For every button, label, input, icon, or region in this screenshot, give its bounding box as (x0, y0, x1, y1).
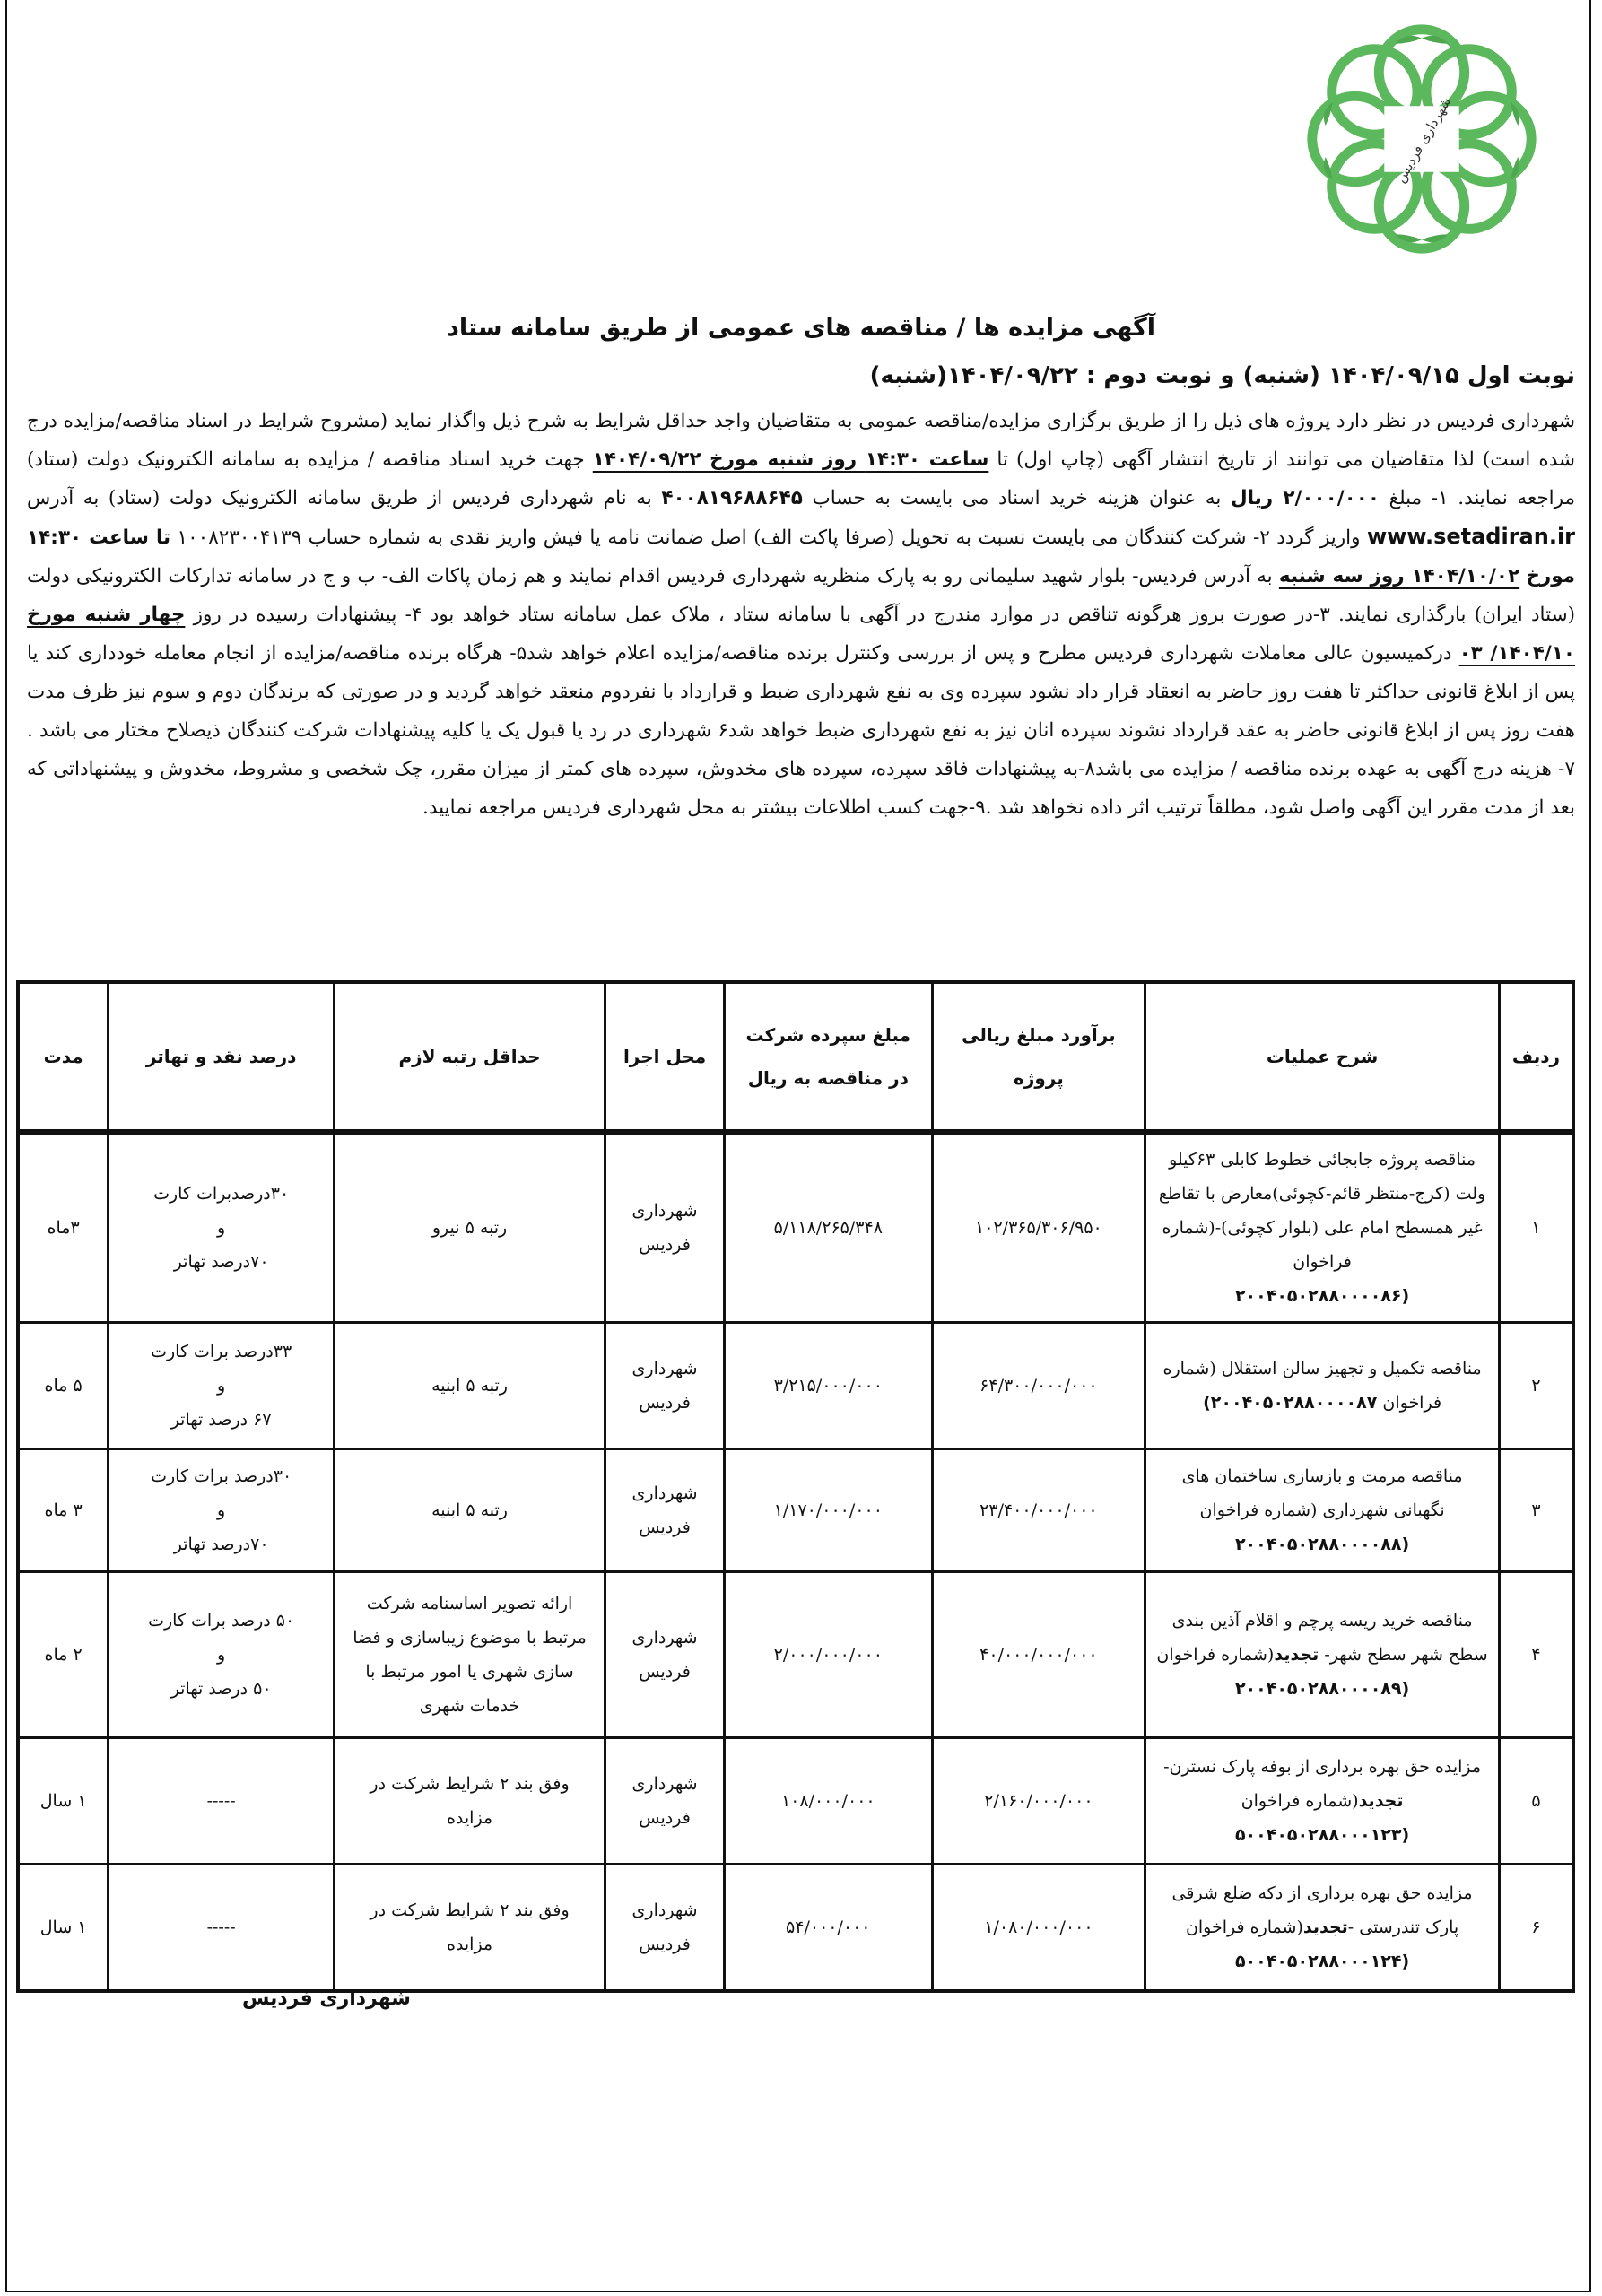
call-number: (۲۰۰۴۰۵۰۲۸۸۰۰۰۰۸۹ (1234, 1679, 1410, 1699)
cell-deposit: ۳/۲۱۵/۰۰۰/۰۰۰ (724, 1323, 932, 1449)
cell-payment (109, 1449, 335, 1572)
cell-duration: ۱ سال (18, 1865, 109, 1992)
description-text: مزایده حق بهره برداری از دکه ضلع شرقی پارک تندرستی - (1171, 1883, 1473, 1937)
description-text: مناقصه مرمت و بازسازی ساختمان های نگهبانی شهرداری (شماره فراخوان (1181, 1466, 1463, 1520)
description-tail: (شماره فراخوان (1156, 1645, 1275, 1665)
cell-row-number: ۳ (1499, 1449, 1573, 1572)
municipality-logo-icon (1288, 9, 1555, 269)
cell-description (1145, 1449, 1500, 1572)
description-text: مناقصه پروژه جابجائی خطوط کابلی ۶۳کیلو ولت (کرج-منتظر قائم-کچوئی)معارض با تقاطع غیر همسطح امام علی (بلوار کچوئی)-(شماره فراخوان (1158, 1150, 1486, 1272)
cell-deposit: ۱/۱۷۰/۰۰۰/۰۰۰ (724, 1449, 932, 1572)
cell-duration: ۲ ماه (18, 1572, 109, 1738)
cell-grade: رتبه ۵ نیرو (335, 1132, 605, 1323)
payment-line-2: ۷۰درصد تهاتر (173, 1252, 269, 1272)
cell-estimate: ۱۰۲/۳۶۵/۳۰۶/۹۵۰ (932, 1132, 1145, 1323)
body-p4: به نام شهرداری فردیس از طریق سامانه الکترونیک دولت (ستاد) به آدرس (27, 487, 652, 509)
payment-and: و (217, 1500, 226, 1520)
payment-line-1: ۳۰درصدبرات کارت (153, 1184, 290, 1204)
header-payment: درصد نقد و تهاتر (109, 982, 335, 1132)
table-row (18, 1449, 1573, 1572)
payment-line-2: ۵۰ درصد تهاتر (170, 1679, 272, 1699)
document-purchase-deadline: ساعت ۱۴:۳۰ روز شنبه مورخ ۱۴۰۴/۰۹/۲۲ (592, 448, 989, 471)
payment-line-1: ----- (206, 1791, 236, 1811)
description-text: مناقصه تکمیل و تجهیز سالن استقلال (شماره فراخوان (1162, 1359, 1482, 1413)
cell-grade: وفق بند ۲ شرایط شرکت در مزایده (335, 1865, 605, 1992)
setad-website-link[interactable]: www.setadiran.ir (1366, 524, 1575, 549)
body-p6: به آدرس فردیس- بلوار شهید سلیمانی رو به پارک منظریه شهرداری فردیس اقدام نمایند و هم زمان پاکات الف- ب و ج در سامانه تدارکات الکترونیکی دولت (ستاد ایران) بارگذاری نمایند. ۳-در صورت بروز هرگونه تناقص در موارد مندرج در آگهی با سامانه ستاد ، ملاک عمل سامانه ستاد خواهد بود ۴- پیشنهادات رسیده در روز (27, 565, 1575, 626)
cell-duration: ۳ ماه (18, 1449, 109, 1572)
header-grade: حداقل رتبه لازم (335, 982, 605, 1132)
payment-line-1: ----- (206, 1918, 236, 1937)
payment-line-2: ۷۰درصد تهاتر (173, 1535, 269, 1554)
header-duration: مدت (18, 982, 109, 1132)
cell-description (1145, 1572, 1500, 1738)
body-p7: درکمیسیون عالی معاملات شهرداری فردیس مطرح و پس از بررسی وکنترل برنده مناقصه/مزایده اعلام خواهد شد۵- هرگاه برنده مناقصه/مزایده از انجام معامله خودداری کند یا پس از ابلاغ قانونی حداکثر تا هفت روز حاضر به انعقاد قرار داد نشود سپرده وی به نفع شهرداری ضبط و قرارداد با نفردوم منعقد خواهد گردید و در صورتی که برندگان دوم و سوم نیز ظرف مدت هفت روز پس از ابلاغ قانونی حاضر به عقد قرارداد نشوند سپرده انان نیز به نفع شهرداری ضبط خواهد شد۶ شهرداری در رد یا قبول یک یا کلیه پیشنهادات شرکت کنندگان ذیصلاح مختار می باشد . ۷- هزینه درج آگهی به عهده برنده مناقصه / مزایده می باشد۸-به پیشنهادات فاقد سپرده، سپرده های مخدوش، سپرده های کمتر از میزان مقرر، چک شخصی و مشروط، مخدوش و پیشنهاداتی که بعد از مدت مقرر این آگهی واصل شود، مطلقاً ترتیب اثر داده نخواهد شد .۹-جهت کسب اطلاعات بیشتر به محل شهرداری فردیس مراجعه نمایید. (27, 642, 1575, 819)
payment-and: و (217, 1376, 226, 1396)
cell-description (1145, 1323, 1500, 1449)
cell-duration: ۵ ماه (18, 1323, 109, 1449)
call-number: (۲۰۰۴۰۵۰۲۸۸۰۰۰۰۸۶ (1234, 1286, 1410, 1306)
cell-location: شهرداری فردیس (605, 1449, 725, 1572)
table-row (18, 1738, 1573, 1865)
cell-row-number: ۶ (1499, 1865, 1573, 1992)
cell-payment (109, 1738, 335, 1865)
cell-row-number: ۲ (1499, 1323, 1573, 1449)
renewal-label: تجدید (1302, 1918, 1348, 1937)
cell-payment (109, 1572, 335, 1738)
cell-description (1145, 1738, 1500, 1865)
cell-location: شهرداری فردیس (605, 1738, 725, 1865)
page-title: آگهی مزایده ها / مناقصه های عمومی از طریق سامانه ستاد (446, 314, 1156, 342)
logo-caption: شهرداری فردیس (1392, 94, 1455, 186)
cell-estimate: ۴۰/۰۰۰/۰۰۰/۰۰۰ (932, 1572, 1145, 1738)
payment-line-2: ۶۷ درصد تهاتر (170, 1410, 272, 1430)
cell-duration: ۱ سال (18, 1738, 109, 1865)
body-p5: واریز گردد ۲- شرکت کنندگان می بایست نسبت به تحویل (صرفا پاکت الف) اصل ضمانت نامه یا فیش واریز نقدی به شماره حساب ۱۰۰۸۲۳۰۰۴۱۳۹ (177, 526, 1361, 549)
table-row (18, 1323, 1573, 1449)
publication-dates: نوبت اول ۱۴۰۴/۰۹/۱۵ (شنبه) و نوبت دوم : ۱۴۰۴/۰۹/۲۲(شنبه) (869, 362, 1575, 389)
header-location: محل اجرا (605, 982, 725, 1132)
cell-deposit: ۵/۱۱۸/۲۶۵/۳۴۸ (724, 1132, 932, 1323)
call-number: (۵۰۰۴۰۵۰۲۸۸۰۰۰۱۲۴ (1234, 1952, 1410, 1971)
table-row (18, 1865, 1573, 1992)
cell-description (1145, 1132, 1500, 1323)
header-estimate: برآورد مبلغ ریالی پروژه (932, 982, 1145, 1132)
cell-estimate: ۲۳/۴۰۰/۰۰۰/۰۰۰ (932, 1449, 1145, 1572)
table-header-row (18, 982, 1573, 1132)
cell-payment (109, 1132, 335, 1323)
cell-description (1145, 1865, 1500, 1992)
description-tail: (شماره فراخوان (1241, 1791, 1359, 1811)
cell-row-number: ۱ (1499, 1132, 1573, 1323)
payment-line-1: ۳۰درصد برات کارت (151, 1466, 292, 1486)
cell-deposit: ۱۰۸/۰۰۰/۰۰۰ (724, 1738, 932, 1865)
call-number: ۲۰۰۴۰۵۰۲۸۸۰۰۰۰۸۷) (1203, 1393, 1378, 1413)
call-number: (۲۰۰۴۰۵۰۲۸۸۰۰۰۰۸۸ (1234, 1535, 1410, 1554)
cell-location: شهرداری فردیس (605, 1132, 725, 1323)
cell-payment (109, 1865, 335, 1992)
header-row-number: ردیف (1499, 982, 1573, 1132)
description-text: مناقصه خرید ریسه پرچم و اقلام آذین بندی سطح شهر سطح شهر- (1171, 1611, 1488, 1665)
header-description: شرح عملیات (1145, 982, 1500, 1132)
cell-location: شهرداری فردیس (605, 1865, 725, 1992)
cell-row-number: ۵ (1499, 1738, 1573, 1865)
table-row (18, 1572, 1573, 1738)
fee-account-number: ۴۰۰۸۱۹۶۸۸۶۴۵ (661, 487, 803, 509)
cell-payment (109, 1323, 335, 1449)
description-tail: (شماره فراخوان (1185, 1918, 1303, 1937)
signature: شهرداری فردیس (242, 1987, 411, 2010)
renewal-label: تجدید (1358, 1791, 1404, 1811)
cell-grade: رتبه ۵ ابنیه (335, 1323, 605, 1449)
payment-and: و (217, 1645, 226, 1665)
payment-line-1: ۳۳درصد برات کارت (151, 1342, 292, 1361)
cell-location: شهرداری فردیس (605, 1572, 725, 1738)
cell-duration: ۳ماه (18, 1132, 109, 1323)
cell-grade: رتبه ۵ ابنیه (335, 1449, 605, 1572)
cell-row-number: ۴ (1499, 1572, 1573, 1738)
body-p2: جهت خرید اسناد مناقصه / مزایده به سامانه الکترونیک دولت (ستاد) مراجعه نمایند. ۱- مبلغ (27, 448, 1575, 509)
description-text: مزایده حق بهره برداری از بوفه پارک نسترن- (1163, 1757, 1482, 1777)
announcement-body (27, 402, 1575, 827)
document-fee: ۲/۰۰۰/۰۰۰ ریال (1230, 487, 1380, 509)
cell-grade: ارائه تصویر اساسنامه شرکت مرتبط با موضوع زیباسازی و فضا سازی شهری یا امور مرتبط با خدمات شهری (335, 1572, 605, 1738)
cell-deposit: ۲/۰۰۰/۰۰۰/۰۰۰ (724, 1572, 932, 1738)
cell-deposit: ۵۴/۰۰۰/۰۰۰ (724, 1865, 932, 1992)
cell-grade: وفق بند ۲ شرایط شرکت در مزایده (335, 1738, 605, 1865)
renewal-label: تجدید (1274, 1645, 1319, 1665)
table-row (18, 1132, 1573, 1323)
submission-deadline-time: تا ساعت ۱۴:۳۰ مورخ (27, 526, 1575, 587)
payment-line-1: ۵۰ درصد برات کارت (148, 1611, 295, 1631)
submission-deadline-date: ۱۴۰۴/۱۰/۰۲ روز سه شنبه (1278, 565, 1520, 587)
cell-estimate: ۲/۱۶۰/۰۰۰/۰۰۰ (932, 1738, 1145, 1865)
cell-estimate: ۶۴/۳۰۰/۰۰۰/۰۰۰ (932, 1323, 1145, 1449)
cell-location: شهرداری فردیس (605, 1323, 725, 1449)
bid-opening-date: چهار شنبه مورخ ۱۴۰۴/۱۰/ ۰۳ (27, 604, 1575, 665)
body-p3: به عنوان هزینه خرید اسناد می بایست به حساب (812, 487, 1222, 509)
tenders-table (16, 980, 1575, 1993)
cell-estimate: ۱/۰۸۰/۰۰۰/۰۰۰ (932, 1865, 1145, 1992)
body-p1: شهرداری فردیس در نظر دارد پروژه های ذیل را از طریق برگزاری مزایده/مناقصه عمومی به متقاضیان واجد حداقل شرایط به شرح ذیل واگذار نماید (مشروح شرایط در اسناد مناقصه/مزایده درج شده است) لذا متقاضیان می توانند از تاریخ انتشار آگهی (چاپ اول) تا (27, 410, 1575, 471)
payment-and: و (217, 1218, 226, 1238)
call-number: (۵۰۰۴۰۵۰۲۸۸۰۰۰۱۲۳ (1234, 1825, 1410, 1845)
header-deposit: مبلغ سپرده شرکت در مناقصه به ریال (724, 982, 932, 1132)
